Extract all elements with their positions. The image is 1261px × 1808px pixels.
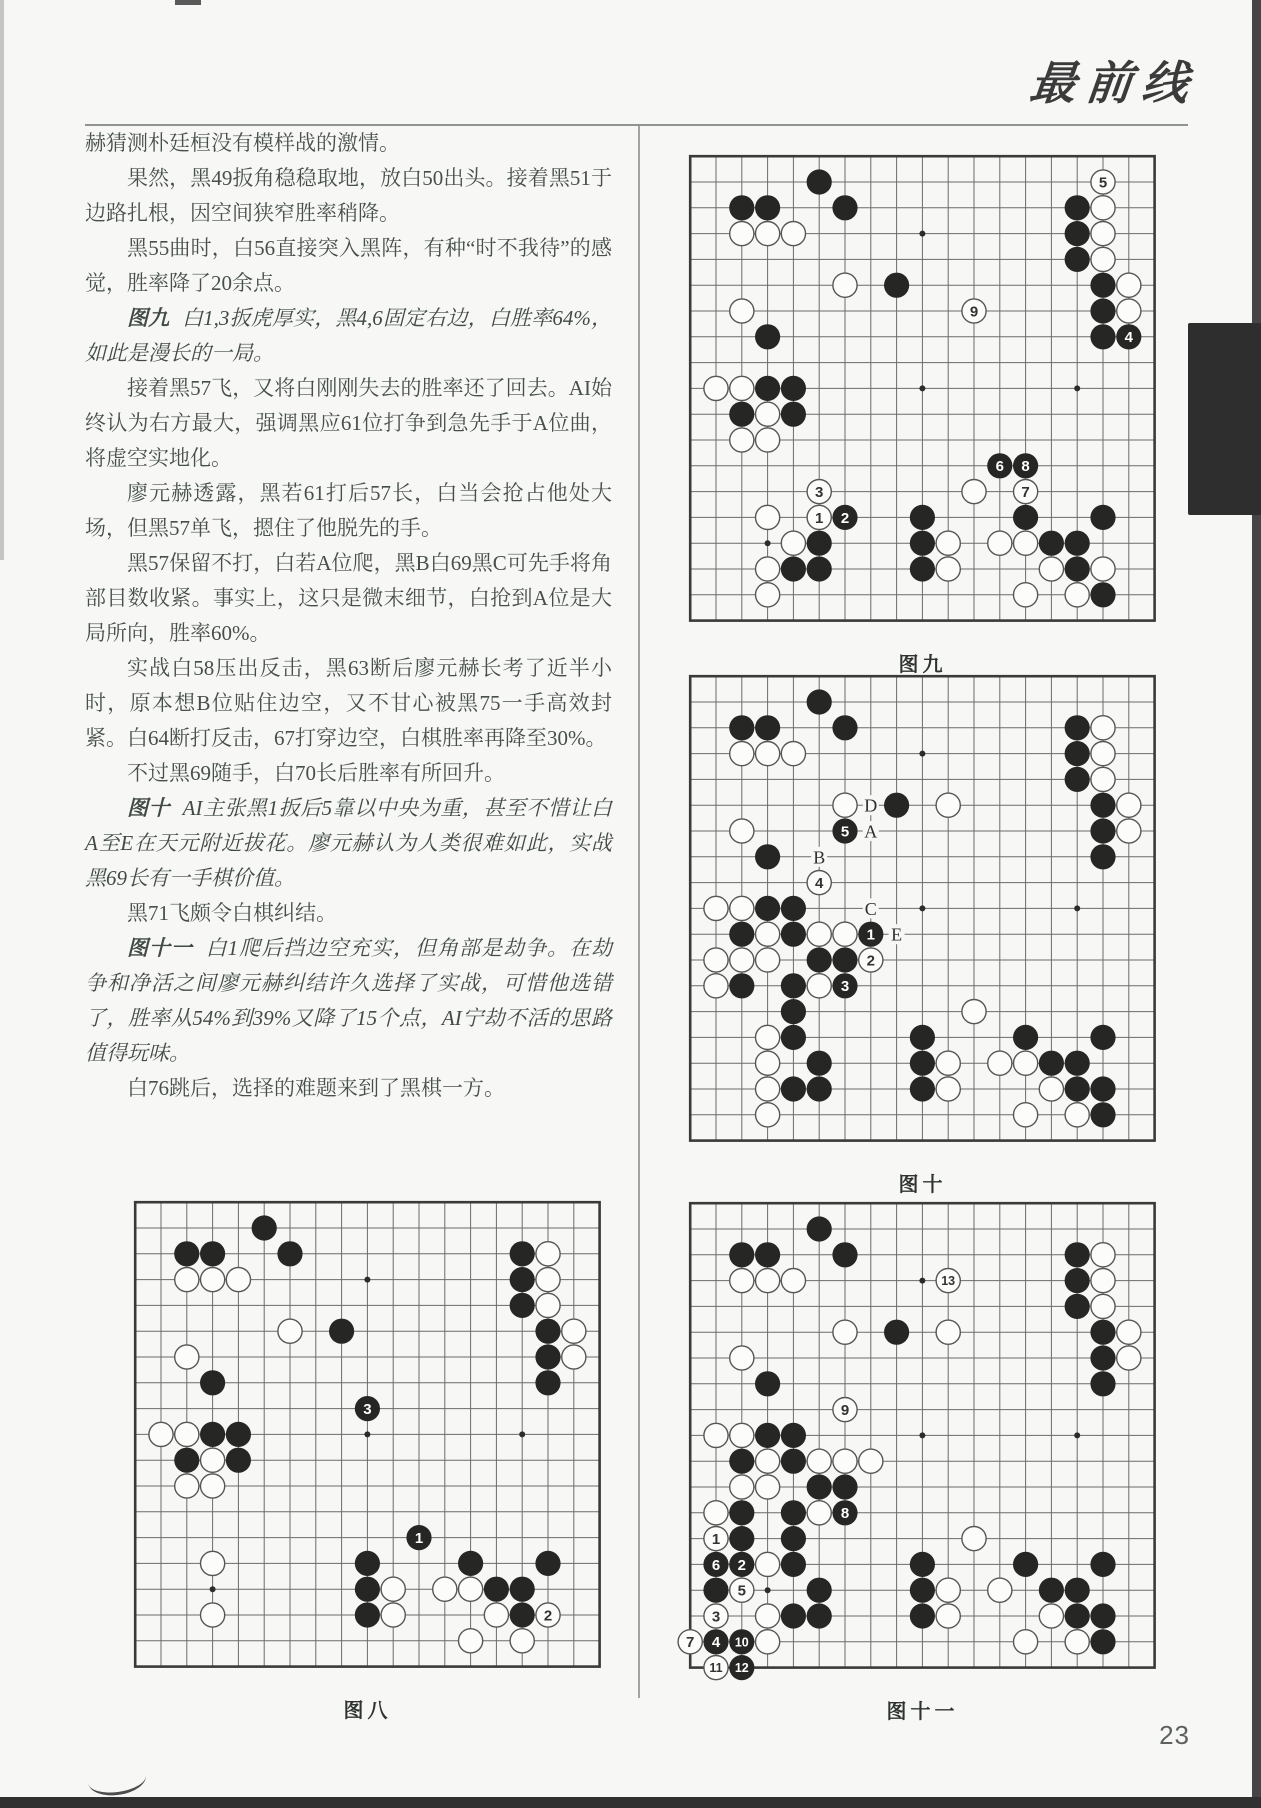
svg-text:9: 9 xyxy=(840,1402,850,1419)
svg-text:C: C xyxy=(864,898,877,919)
svg-text:11: 11 xyxy=(709,1661,723,1676)
go-board-fig9 xyxy=(677,143,1168,677)
go-board-grid-fig10 xyxy=(677,663,1168,1154)
paragraph-text: 实战白58压出反击，黑63断后廖元赫长考了近半小时，原本想B位贴住边空，又不甘心被黑75一手高效封紧。白64断打反击，67打穿边空，白棋胜率再降至30%。 xyxy=(85,656,612,750)
scan-edge-left xyxy=(0,0,4,560)
svg-text:3: 3 xyxy=(363,1401,372,1418)
svg-text:3: 3 xyxy=(840,978,850,996)
paragraph xyxy=(85,231,612,301)
figure-lead: 图十一 xyxy=(127,936,193,960)
svg-text:9: 9 xyxy=(969,303,979,321)
magazine-logo: 最前线 xyxy=(1027,58,1201,109)
board-caption-fig11: 图十一 xyxy=(886,1701,959,1723)
svg-text:4: 4 xyxy=(1124,329,1133,347)
go-board-grid-fig11 xyxy=(677,1190,1168,1681)
paragraph xyxy=(85,161,612,231)
paragraph xyxy=(85,476,612,546)
paragraph xyxy=(85,1071,612,1106)
svg-text:7: 7 xyxy=(1021,484,1030,501)
svg-text:8: 8 xyxy=(840,1505,850,1523)
svg-text:5: 5 xyxy=(737,1582,746,1600)
svg-text:7: 7 xyxy=(686,1634,695,1652)
go-board-fig11 xyxy=(677,1190,1168,1724)
svg-text:5: 5 xyxy=(1098,174,1108,192)
go-board-grid-fig9 xyxy=(677,143,1168,634)
svg-text:8: 8 xyxy=(1021,458,1030,476)
paragraph xyxy=(85,756,612,791)
svg-text:1: 1 xyxy=(866,926,875,944)
svg-text:A: A xyxy=(864,821,878,842)
svg-text:6: 6 xyxy=(711,1556,721,1574)
paragraph-text: 黑71飞颇令白棋纠结。 xyxy=(127,901,337,925)
paragraph-text: 白1爬后挡边空充实，但角部是劫争。在劫争和净活之间廖元赫纠结许久选择了实战，可惜他选错了，胜率从54%到39%又降了15个点，AI宁劫不活的思路值得玩味。 xyxy=(85,936,613,1065)
scan-speck-top xyxy=(175,0,201,5)
svg-text:5: 5 xyxy=(840,823,850,841)
svg-text:E: E xyxy=(891,924,903,945)
go-board-fig10 xyxy=(677,663,1168,1197)
svg-text:2: 2 xyxy=(840,509,850,527)
svg-text:2: 2 xyxy=(543,1607,553,1625)
scan-edge-right xyxy=(1252,0,1261,1808)
board-caption-fig10: 图十 xyxy=(898,1174,947,1196)
paragraph-text: 黑57保留不打，白若A位爬，黑B白69黑C可先手将角部目数收紧。事实上，这只是微末细节，白抢到A位是大局所向，胜率60%。 xyxy=(85,551,612,645)
page-number: 23 xyxy=(1159,1720,1190,1750)
svg-text:3: 3 xyxy=(815,484,824,501)
svg-text:13: 13 xyxy=(941,1274,956,1289)
paragraph-text: 接着黑57飞，又将白刚刚失去的胜率还了回去。AI始终认为右方最大，强调黑应61位打争到急先手于A位曲，将虚空实地化。 xyxy=(85,376,612,470)
svg-text:4: 4 xyxy=(815,875,824,892)
paragraph xyxy=(85,651,612,756)
scan-shadow-band xyxy=(1188,323,1261,515)
figure-lead: 图九 xyxy=(127,306,170,330)
board-caption-fig9: 图九 xyxy=(898,654,947,676)
svg-text:10: 10 xyxy=(734,1635,749,1650)
paragraph xyxy=(85,126,612,161)
paragraph xyxy=(85,896,612,931)
svg-text:B: B xyxy=(813,847,826,868)
svg-text:3: 3 xyxy=(711,1608,721,1626)
svg-text:2: 2 xyxy=(866,952,875,970)
pen-mark-artifact xyxy=(86,1760,148,1799)
svg-text:1: 1 xyxy=(711,1531,721,1548)
paragraph-text: 不过黑69随手，白70长后胜率有所回升。 xyxy=(127,761,505,785)
svg-text:4: 4 xyxy=(711,1634,721,1652)
paragraph-text: 赫猜测朴廷桓没有模样战的激情。 xyxy=(85,131,400,155)
paragraph-text: 果然，黑49扳角稳稳取地，放白50出头。接着黑51于边路扎根，因空间狭窄胜率稍降。 xyxy=(85,166,612,225)
paragraph xyxy=(85,546,612,651)
paragraph xyxy=(85,791,612,896)
paragraph-text: 黑55曲时，白56直接突入黑阵，有种“时不我待”的感觉，胜率降了20余点。 xyxy=(85,236,612,295)
paragraph xyxy=(85,931,612,1071)
paragraph-text: 白76跳后，选择的难题来到了黑棋一方。 xyxy=(127,1076,505,1100)
paragraph-text: 白1,3扳虎厚实，黑4,6固定右边，白胜率64%，如此是漫长的一局。 xyxy=(85,306,612,365)
column-divider xyxy=(638,126,640,1698)
svg-text:2: 2 xyxy=(737,1556,746,1574)
svg-text:D: D xyxy=(864,795,878,816)
scan-edge-bottom xyxy=(0,1797,1261,1808)
figure-lead: 图十 xyxy=(127,796,171,820)
paragraph-text: AI主张黑1扳后5靠以中央为重，甚至不惜让白A至E在天元附近拔花。廖元赫认为人类很难如此，实战黑69长有一手棋价值。 xyxy=(85,796,613,890)
go-board-fig8 xyxy=(122,1189,613,1723)
svg-text:12: 12 xyxy=(734,1661,749,1676)
board-caption-fig8: 图八 xyxy=(343,1700,392,1722)
article-text-column xyxy=(85,126,612,1106)
paragraph xyxy=(85,371,612,476)
svg-text:1: 1 xyxy=(414,1530,424,1547)
svg-text:1: 1 xyxy=(815,509,824,527)
go-board-grid-fig8 xyxy=(122,1189,613,1680)
paragraph xyxy=(85,301,612,371)
svg-text:6: 6 xyxy=(995,458,1004,476)
paragraph-text: 廖元赫透露，黑若61打后57长，白当会抢占他处大场，但黑57单飞，摁住了他脱先的手。 xyxy=(85,481,612,540)
